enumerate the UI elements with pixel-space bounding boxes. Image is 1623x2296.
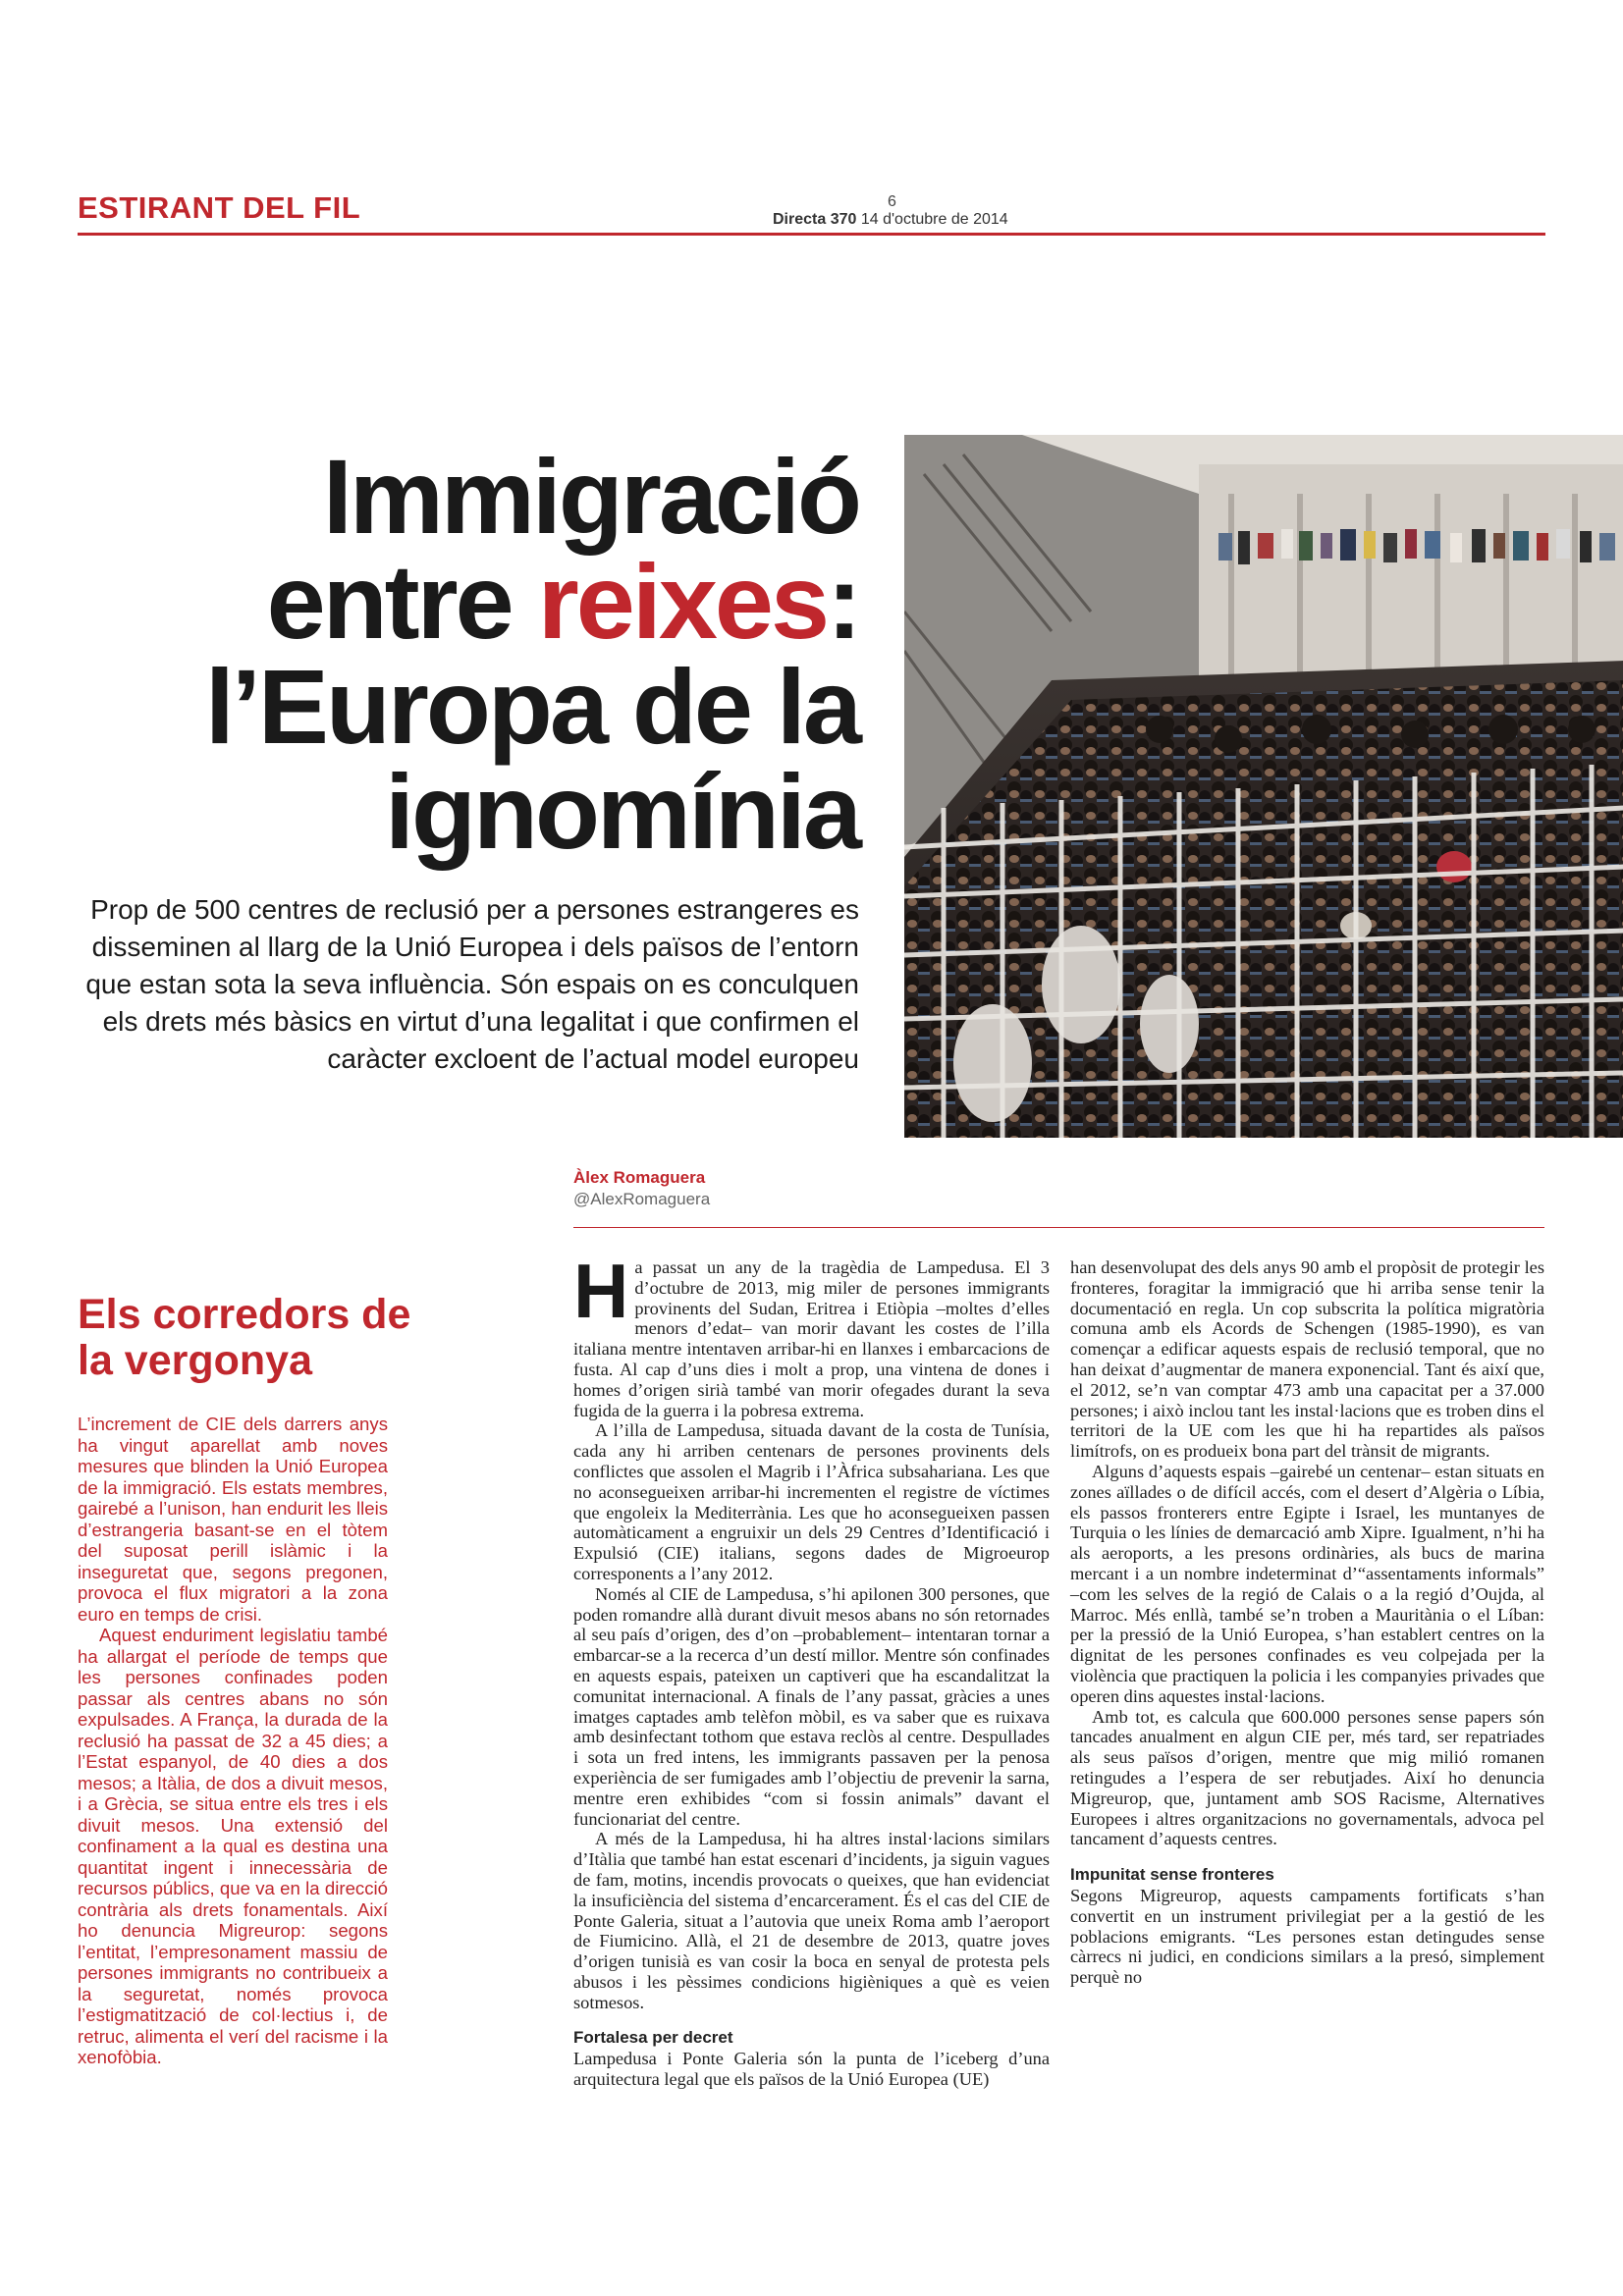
article-subhead: Impunitat sense fronteres [1070,1865,1274,1885]
header-rule [78,233,1545,236]
sidebar-paragraph: L’increment de CIE dels darrers anys ha vingut aparellat amb noves mesures que blinden la Unió Europea de la immigració. Els estats membres, gairebé a l’unison, han endurit les lleis d’estrangeria basant-se en el tòtem del suposat perill islàmic i la inseguretat que, segons pregonen, provoca el flux migratori a la zona euro en temps de crisi. [78,1414,388,1625]
article-paragraph: A l’illa de Lampedusa, situada davant de la costa de Tunísia, cada any hi arriben centenars de persones provinents dels conflictes que assolen el Magrib i l’Àfrica subsahariana. Les que no aconsegueixen arribar-hi incrementen el registre de víctimes que engoleix la Mediterrània. Les que ho aconsegueixen passen automàticament a engruixir un dels 29 Centres d’Identificació i Expulsió (CIE) italians, segons dades de Migroeurop corresponents a l’any 2012. [573,1420,1050,1583]
article-column-1 [573,1248,1050,2090]
article-paragraph: Segons Migreurop, aquests campaments fortificats s’han convertit en un instrument privilegiat per a la gestió de les poblacions emigrants. “Les persones estan detingudes sense càrrecs ni judici, en condicions similars a la presó, simplement perquè no [1070,1885,1544,1988]
issue-date: 14 d'octubre de 2014 [860,211,1008,228]
byline-rule [573,1227,1544,1228]
article-paragraph: Lampedusa i Ponte Galeria són la punta de l’iceberg d’una arquitectura legal que els països de la Unió Europea (UE) [573,2049,1050,2090]
issue-info [773,211,1008,229]
article-photo [904,435,1623,1138]
headline-line2b: : [827,542,859,661]
article-paragraph: han desenvolupat des dels anys 90 amb el propòsit de protegir les fronteres, foragitar la immigració que hi arriba sense tenir la documentació en regla. Un cop subscrita la política migratòria comuna amb els Acords de Schengen (1985-1990), es van començar a edificar aquests espais de reclusió temporal, que no han deixat d’augmentar de manera exponencial. Tant és així que, el 2012, se’n van comptar 473 amb una capacitat per a 37.000 persones; i això inclou tant les instal·lacions que es troben dins el territori de la UE com les que hi ha repartides als països limítrofs, on es produeix bona part del trànsit de migrants. [1070,1257,1544,1462]
page-number: 6 [888,193,896,210]
headline-line2a: entre [266,542,538,661]
article-paragraph: Només al CIE de Lampedusa, s’hi apilonen 300 persones, que poden romandre allà durant divuit mesos abans no són retornades al seu país d’origen, des d’on –probablement– intentaran tornar a embarcar-se a la recerca d’un destí millor. Mentre són confinades en aquests espais, pateixen un captiveri que ha escandalitzat la comunitat internacional. A finals de l’any passat, gràcies a unes imatges captades amb telèfon mòbil, es va saber que es ruixava amb desinfectant tothom que estava reclòs al centre. Despullades i sota un fred intens, les immigrants passaven per la penosa experiència de ser fumigades amb l’objectiu de prevenir la sarna, mentre eren exhibides “com si fossin animals” davant el funcionariat del centre. [573,1583,1050,1829]
headline [118,437,859,871]
author-name: Àlex Romaguera [573,1168,706,1187]
article-paragraph: Alguns d’aquests espais –gairebé un centenar– estan situats en zones aïllades o de difícil accés, com el desert d’Algèria o Líbia, els passos fronterers entre Egipte i Israel, les muntanyes de Turquia o les línies de demarcació amb Xipre. Igualment, n’hi ha als aeroports, a les presons ordinàries, als bucs de marina mercant i a un nombre indeterminat d’“assentaments informals” –com les selves de la regió de Calais o a la regió d’Oujda, al Marroc. Més enllà, també se’n troben a Mauritània o el Líban: per la pressió de la Unió Europea, s’han establert centres on la dignitat de les persones confinades es veu colpejada per la violència que practiquen la policia i les companyies privades que operen dins aquestes instal·lacions. [1070,1461,1544,1706]
crowd-fence-photo [904,435,1623,1138]
sidebar-paragraph: Aquest enduriment legislatiu també ha allargat el període de temps que les persones confinades poden passar als centres abans no són expulsades. A França, la durada de la reclusió ha passat de 32 a 45 dies; a l’Estat espanyol, de 40 dies a dos mesos; a Itàlia, de dos a divuit mesos, i a Grècia, se situa entre els tres i els divuit mesos. Una extensió del confinament a la qual es destina una quantitat ingent i innecessària de recursos públics, que va en la direcció contrària als drets fonamentals. Així ho denuncia Migreurop: segons l’entitat, l’empresonament massiu de persones immigrants no contribueix a la seguretat, només provoca l’estigmatització de col·lectius i, de retruc, alimenta el verí del racisme i la xenofòbia. [78,1625,388,2067]
article-paragraph: A més de la Lampedusa, hi ha altres instal·lacions similars d’Itàlia que també han estat escenari d’incidents, ja siguin vagues de fam, motins, incendis provocats o queixes, que han evidenciat la insuficiència del sistema d’encarcerament. És el cas del CIE de Ponte Galeria, situat a l’autovia que uneix Roma amb l’aeroport de Fiumicino. Allà, el 21 de desembre de 2013, quatre joves d’origen tunisià es van cosir la boca en senyal de protesta pels abusos i les pèssimes condicions higièniques a què es veien sotmesos. [573,1829,1050,2012]
publication-name: Directa 370 [773,211,857,228]
article-column-2 [1070,1257,1544,1988]
drop-cap: H [573,1248,629,1334]
section-name: ESTIRANT DEL FIL [78,190,361,225]
standfirst: Prop de 500 centres de reclusió per a persones estrangeres es disseminen al llarg de la Unió Europea i dels països de l’entorn que estan sota la seva influència. Són espais on es conculquen els drets més bàsics en virtut d’una legalitat i que confirmen el caràcter excloent de l’actual model europeu [85,894,859,1074]
headline-line1: Immigració [322,437,859,556]
sidebar-title: Els corredors de la vergonya [78,1291,411,1384]
headline-line3: l’Europa de la [204,647,859,766]
headline-line4: ignomínia [385,752,859,871]
author-handle[interactable]: @AlexRomaguera [573,1190,711,1208]
headline-highlight: reixes [537,542,828,661]
article-subhead: Fortalesa per decret [573,2028,733,2048]
article-paragraph: Amb tot, es calcula que 600.000 persones sense papers són tancades anualment en algun CIE per, més tard, ser repatriades als seus països d’origen, mentre que mig milió romanen retingudes a l’espera de ser rebutjades. Així ho denuncia Migreurop, que, juntament amb SOS Racisme, Alternatives Europees i altres organitzacions no governamentals, advoca pel tancament d’aquests centres. [1070,1706,1544,1849]
article-paragraph [573,1248,1050,1420]
sidebar-body [78,1414,388,2068]
article-lead-text: a passat un any de la tragèdia de Lampedusa. El 3 d’octubre de 2013, mig miler de persones immigrants provinents del Sudan, Eritrea i Etiòpia –moltes d’elles menors d’edat– van morir davant les costes de l’illa italiana mentre intentaven arribar-hi en llanxes i embarcacions de fusta. Al cap d’uns dies i molt a prop, una vintena de dones i homes d’origen sirià també van morir ofegades durant la seva fugida de la guerra i la pobresa extrema. [573,1257,1050,1420]
